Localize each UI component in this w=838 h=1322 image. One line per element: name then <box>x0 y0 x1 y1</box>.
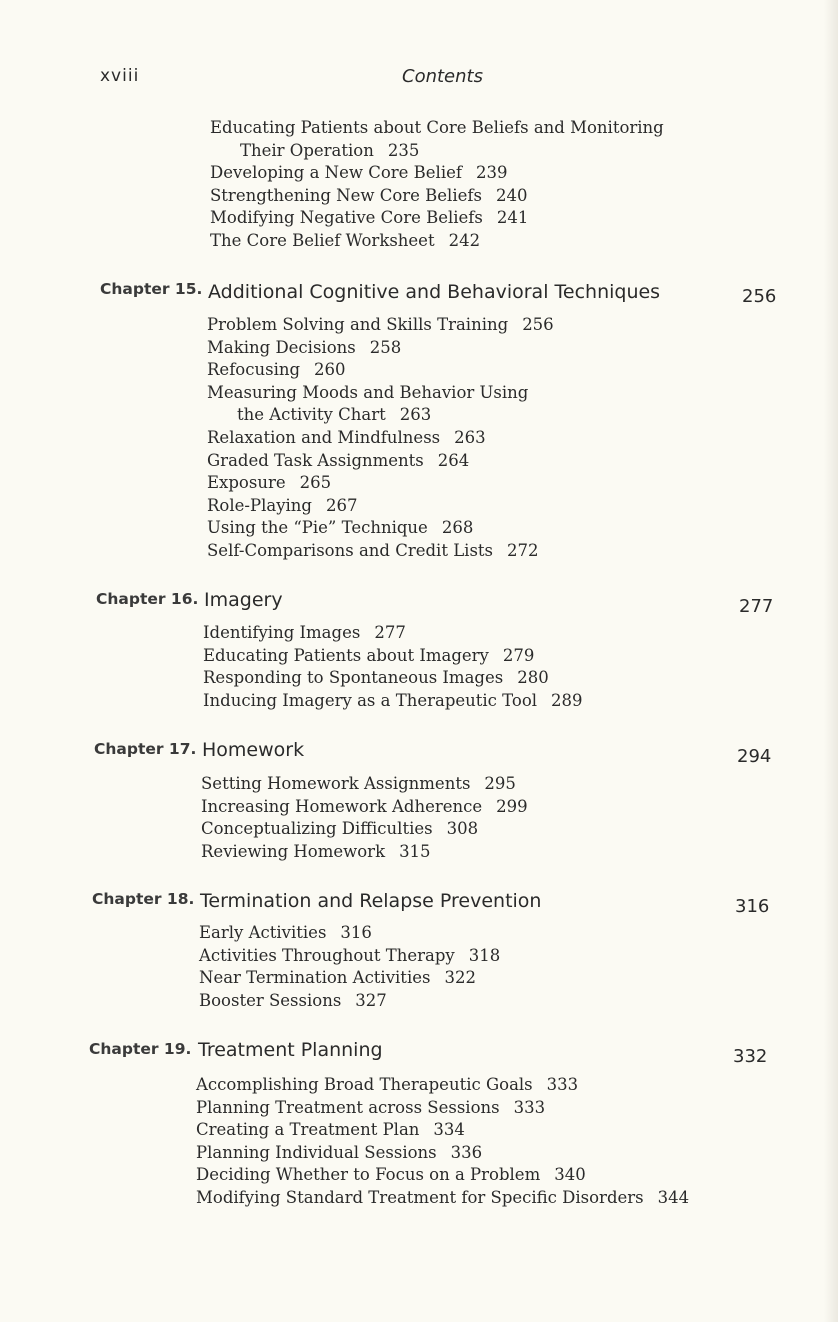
toc-section-entry[interactable] <box>210 117 664 162</box>
toc-section-entry[interactable] <box>196 1164 689 1187</box>
section-title: Responding to Spontaneous Images <box>203 668 504 688</box>
section-title: Creating a Treatment Plan <box>196 1120 420 1140</box>
section-page-number: 279 <box>502 645 535 665</box>
toc-section-entry[interactable] <box>203 690 583 713</box>
toc-section-entry[interactable] <box>210 207 664 230</box>
chapter-section-list <box>199 922 500 1012</box>
section-page-number: 322 <box>444 968 476 988</box>
chapter-label: Chapter 15. <box>100 280 203 298</box>
section-page-number: 240 <box>495 185 528 205</box>
section-title: Activities Throughout Therapy <box>199 945 455 965</box>
section-title: Booster Sessions <box>199 990 342 1010</box>
section-title: Problem Solving and Skills Training <box>207 315 509 334</box>
toc-section-entry[interactable] <box>207 495 554 518</box>
toc-section-entry[interactable] <box>207 472 554 495</box>
section-page-number: 308 <box>446 819 479 839</box>
toc-section-entry[interactable] <box>207 517 554 540</box>
section-page-number: 333 <box>513 1097 546 1117</box>
section-page-number: 242 <box>448 230 481 250</box>
section-title: Conceptualizing Difficulties <box>201 819 433 839</box>
section-page-number: 336 <box>450 1142 483 1162</box>
chapter-page-number: 294 <box>737 746 772 767</box>
section-page-number: 280 <box>517 668 549 688</box>
toc-section-entry[interactable] <box>207 382 554 427</box>
chapter-label: Chapter 18. <box>92 890 195 908</box>
chapter-section-list <box>207 314 554 563</box>
section-title: Graded Task Assignments <box>207 450 424 470</box>
section-page-number: 334 <box>433 1120 465 1140</box>
section-page-number: 263 <box>454 427 486 447</box>
toc-section-entry[interactable] <box>203 645 583 668</box>
section-title-continuation: Their Operation <box>240 140 374 160</box>
section-title-continuation: the Activity Chart <box>237 405 386 425</box>
section-page-number: 258 <box>369 337 402 357</box>
page-number: xviii <box>100 66 140 86</box>
toc-section-entry[interactable] <box>207 540 554 563</box>
section-title: Self-Comparisons and Credit Lists <box>207 540 494 560</box>
toc-section-entry[interactable] <box>207 359 554 382</box>
section-title: Reviewing Homework <box>201 841 386 861</box>
toc-section-entry[interactable] <box>201 818 528 841</box>
section-title: The Core Belief Worksheet <box>210 230 435 250</box>
section-title: Modifying Negative Core Beliefs <box>210 208 483 228</box>
toc-section-entry[interactable] <box>199 945 500 968</box>
section-title: Near Termination Activities <box>199 968 431 988</box>
section-page-number: 263 <box>399 405 432 425</box>
toc-section-entry[interactable] <box>203 667 583 690</box>
toc-section-entry[interactable] <box>207 450 554 473</box>
section-page-number: 316 <box>340 923 372 942</box>
toc-section-entry[interactable] <box>210 230 664 253</box>
toc-section-entry[interactable] <box>207 337 554 360</box>
toc-section-entry[interactable] <box>203 622 583 645</box>
section-page-number: 277 <box>374 623 406 642</box>
section-title: Refocusing <box>207 360 301 380</box>
section-title: Educating Patients about Core Beliefs and Monitoring <box>210 118 664 137</box>
section-title: Identifying Images <box>203 623 361 642</box>
section-title: Relaxation and Mindfulness <box>207 427 441 447</box>
section-page-number: 260 <box>314 360 346 380</box>
chapter-page-number: 256 <box>742 286 777 307</box>
section-title: Using the “Pie” Technique <box>207 518 428 538</box>
section-title: Educating Patients about Imagery <box>203 645 489 665</box>
section-title: Making Decisions <box>207 337 356 357</box>
section-page-number: 264 <box>437 450 470 470</box>
section-title: Developing a New Core Belief <box>210 163 462 183</box>
toc-section-entry[interactable] <box>196 1187 689 1210</box>
toc-section-entry[interactable] <box>199 990 500 1013</box>
running-head: Contents <box>402 66 483 87</box>
section-title: Setting Homework Assignments <box>201 774 471 793</box>
section-page-number: 333 <box>546 1075 579 1094</box>
toc-section-entry[interactable] <box>196 1074 689 1097</box>
toc-section-entry[interactable] <box>196 1142 689 1165</box>
section-page-number: 256 <box>522 315 554 334</box>
chapter-title[interactable]: Treatment Planning <box>198 1039 383 1061</box>
toc-section-entry[interactable] <box>201 773 528 796</box>
section-page-number: 241 <box>496 208 529 228</box>
section-page-number: 327 <box>355 990 387 1010</box>
section-title: Strengthening New Core Beliefs <box>210 185 482 205</box>
chapter-section-list <box>201 773 528 863</box>
section-page-number: 272 <box>507 540 539 560</box>
section-page-number: 268 <box>441 518 474 538</box>
toc-section-entry[interactable] <box>199 967 500 990</box>
chapter-section-list <box>196 1074 689 1210</box>
chapter-title[interactable]: Additional Cognitive and Behavioral Techniques <box>208 281 661 303</box>
section-page-number: 289 <box>551 690 583 710</box>
section-title: Deciding Whether to Focus on a Problem <box>196 1165 541 1185</box>
toc-section-entry[interactable] <box>207 314 554 337</box>
chapter-page-number: 332 <box>733 1046 768 1067</box>
chapter-section-list <box>203 622 583 712</box>
section-page-number: 239 <box>476 163 508 183</box>
section-page-number: 315 <box>399 841 431 861</box>
chapter-title[interactable]: Homework <box>202 739 305 761</box>
section-page-number: 267 <box>325 495 358 515</box>
chapter-page-number: 316 <box>735 896 770 917</box>
chapter-label: Chapter 19. <box>89 1040 192 1058</box>
toc-section-entry[interactable] <box>207 427 554 450</box>
section-page-number: 299 <box>496 796 528 816</box>
chapter-title[interactable]: Imagery <box>204 589 283 611</box>
toc-section-entry[interactable] <box>196 1097 689 1120</box>
toc-section-entry[interactable] <box>196 1119 689 1142</box>
section-title: Measuring Moods and Behavior Using <box>207 382 529 402</box>
chapter-label: Chapter 16. <box>96 590 199 608</box>
section-page-number: 340 <box>554 1165 586 1185</box>
toc-section-entry[interactable] <box>210 185 664 208</box>
section-title: Modifying Standard Treatment for Specific Disorders <box>196 1187 644 1207</box>
toc-section-entry[interactable] <box>201 796 528 819</box>
section-title: Planning Treatment across Sessions <box>196 1097 500 1117</box>
toc-section-entry[interactable] <box>210 162 664 185</box>
section-title: Accomplishing Broad Therapeutic Goals <box>196 1075 533 1094</box>
section-page-number: 295 <box>484 774 516 793</box>
section-title: Role-Playing <box>207 495 312 515</box>
toc-section-entry[interactable] <box>201 841 528 864</box>
section-page-number: 318 <box>468 945 501 965</box>
chapter-page-number: 277 <box>739 596 774 617</box>
section-page-number: 265 <box>299 473 332 493</box>
prior-section-list <box>210 117 664 253</box>
section-title: Increasing Homework Adherence <box>201 796 483 816</box>
section-title: Exposure <box>207 473 286 493</box>
chapter-label: Chapter 17. <box>94 740 197 758</box>
section-title: Inducing Imagery as a Therapeutic Tool <box>203 690 538 710</box>
section-page-number: 235 <box>387 140 420 160</box>
chapter-title[interactable]: Termination and Relapse Prevention <box>200 890 542 912</box>
page-edge-shadow <box>824 0 838 1322</box>
section-title: Early Activities <box>199 923 327 942</box>
section-page-number: 344 <box>657 1187 690 1207</box>
toc-section-entry[interactable] <box>199 922 500 945</box>
section-title: Planning Individual Sessions <box>196 1142 437 1162</box>
